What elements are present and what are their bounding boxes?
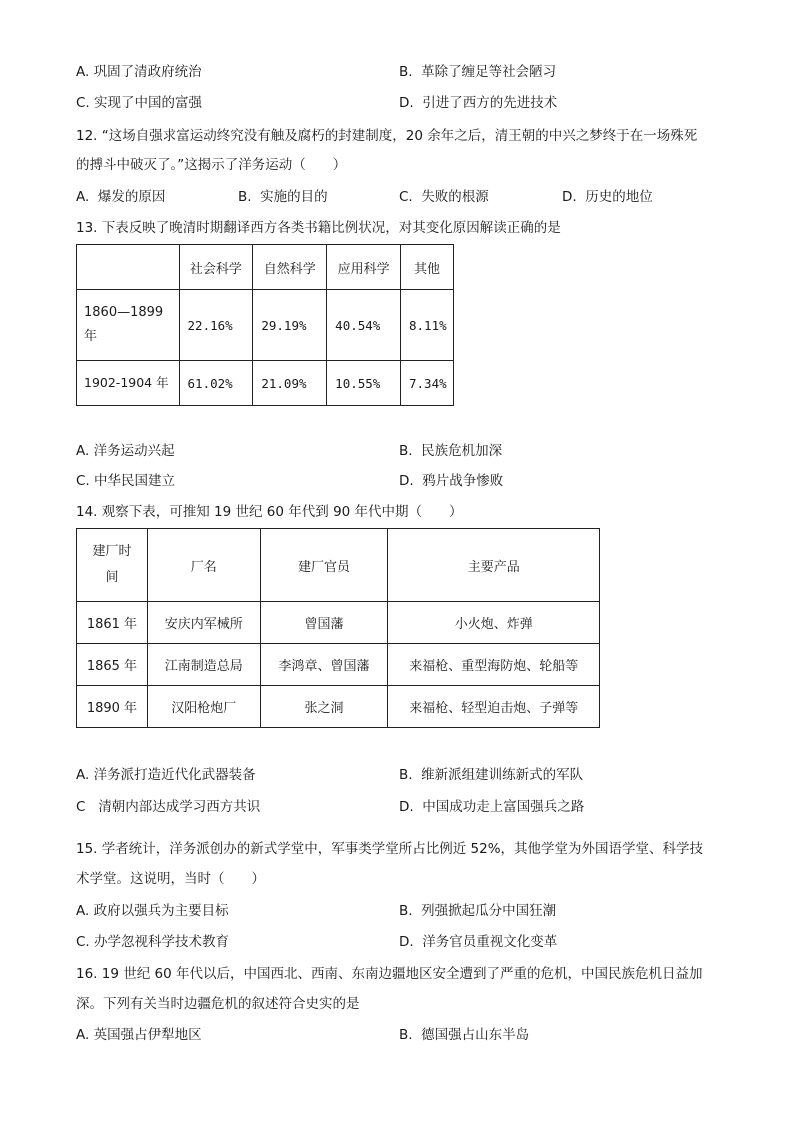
header-cell: 自然科学 [253, 245, 327, 290]
q14-stem: 14. 观察下表，可推知 19 世纪 60 年代到 90 年代中期（ ） [76, 504, 463, 520]
q12-option-a: A. 爆发的原因 [76, 189, 166, 205]
table-row [77, 644, 600, 686]
q16-option-b: B. 德国强占山东半岛 [399, 1027, 530, 1043]
value-cell: 61.02% [179, 361, 253, 406]
table-header-row [77, 245, 454, 290]
official-cell: 曾国藩 [260, 602, 388, 644]
factory-cell: 汉阳枪炮厂 [147, 686, 260, 728]
period-cell: 1902-1904 年 [77, 361, 180, 406]
value-cell: 22.16% [179, 290, 253, 361]
q13-option-c: C. 中华民国建立 [76, 473, 176, 489]
header-cell: 厂名 [147, 529, 260, 602]
q15-stem-line1: 15. 学者统计，洋务派创办的新式学堂中，军事类学堂所占比例近 52%，其他学堂为外国语学堂、科学技 [76, 841, 704, 857]
q13-option-b: B. 民族危机加深 [399, 443, 503, 459]
period-cell: 1860—1899 年 [77, 290, 180, 361]
q16-option-a: A. 英国强占伊犁地区 [76, 1027, 202, 1043]
header-cell: 社会科学 [179, 245, 253, 290]
product-cell: 来福枪、轻型迫击炮、子弹等 [388, 686, 600, 728]
product-cell: 小火炮、炸弹 [388, 602, 600, 644]
header-cell: 应用科学 [327, 245, 401, 290]
q12-stem-line2: 的搏斗中破灭了。”这揭示了洋务运动（ ） [76, 157, 347, 173]
q15-option-d: D. 洋务官员重视文化变革 [399, 934, 558, 950]
year-cell: 1890 年 [77, 686, 148, 728]
q16-stem-line2: 深。下列有关当时边疆危机的叙述符合史实的是 [76, 996, 360, 1012]
value-cell: 7.34% [401, 361, 454, 406]
q14-option-d: D. 中国成功走上富国强兵之路 [399, 799, 585, 815]
table-row [77, 361, 454, 406]
q15-stem-line2: 术学堂。这说明，当时（ ） [76, 871, 265, 887]
year-cell: 1861 年 [77, 602, 148, 644]
q13-stem: 13. 下表反映了晚清时期翻译西方各类书籍比例状况，对其变化原因解读正确的是 [76, 220, 561, 236]
value-cell: 29.19% [253, 290, 327, 361]
product-cell: 来福枪、重型海防炮、轮船等 [388, 644, 600, 686]
value-cell: 10.55% [327, 361, 401, 406]
q13-option-a: A. 洋务运动兴起 [76, 443, 175, 459]
table-row [77, 290, 454, 361]
value-cell: 8.11% [401, 290, 454, 361]
q14-option-a: A. 洋务派打造近代化武器装备 [76, 767, 256, 783]
official-cell: 张之洞 [260, 686, 388, 728]
q11-option-b: B. 革除了缠足等社会陋习 [399, 64, 557, 80]
header-cell-empty [77, 245, 180, 290]
q13-translation-table [76, 244, 454, 406]
q15-option-b: B. 列强掀起瓜分中国狂潮 [399, 903, 557, 919]
q14-option-c: C 清朝内部达成学习西方共识 [76, 799, 261, 815]
q14-arsenal-table [76, 528, 600, 728]
factory-cell: 安庆内军械所 [147, 602, 260, 644]
q13-option-d: D. 鸦片战争惨败 [399, 473, 504, 489]
header-cell-year: 建厂时 间 [77, 529, 148, 602]
header-cell: 其他 [401, 245, 454, 290]
value-cell: 21.09% [253, 361, 327, 406]
q15-option-c: C. 办学忽视科学技术教育 [76, 934, 230, 950]
official-cell: 李鸿章、曾国藩 [260, 644, 388, 686]
q16-stem-line1: 16. 19 世纪 60 年代以后，中国西北、西南、东南边疆地区安全遭到了严重的危机，中国民族危机日益加 [76, 966, 703, 982]
q11-option-c: C. 实现了中国的富强 [76, 95, 203, 111]
year-cell: 1865 年 [77, 644, 148, 686]
factory-cell: 江南制造总局 [147, 644, 260, 686]
q12-stem-line1: 12. “这场自强求富运动终究没有触及腐朽的封建制度，20 余年之后，清王朝的中兴之梦终于在一场殊死 [76, 128, 698, 144]
header-cell: 主要产品 [388, 529, 600, 602]
q11-option-a: A. 巩固了清政府统治 [76, 64, 202, 80]
q12-option-c: C. 失败的根源 [399, 189, 489, 205]
q12-option-d: D. 历史的地位 [562, 189, 653, 205]
q15-option-a: A. 政府以强兵为主要目标 [76, 903, 229, 919]
q14-option-b: B. 维新派组建训练新式的军队 [399, 767, 584, 783]
table-header-row [77, 529, 600, 602]
header-cell: 建厂官员 [260, 529, 388, 602]
table-row [77, 602, 600, 644]
q11-option-d: D. 引进了西方的先进技术 [399, 95, 558, 111]
table-row [77, 686, 600, 728]
q12-option-b: B. 实施的目的 [238, 189, 328, 205]
value-cell: 40.54% [327, 290, 401, 361]
